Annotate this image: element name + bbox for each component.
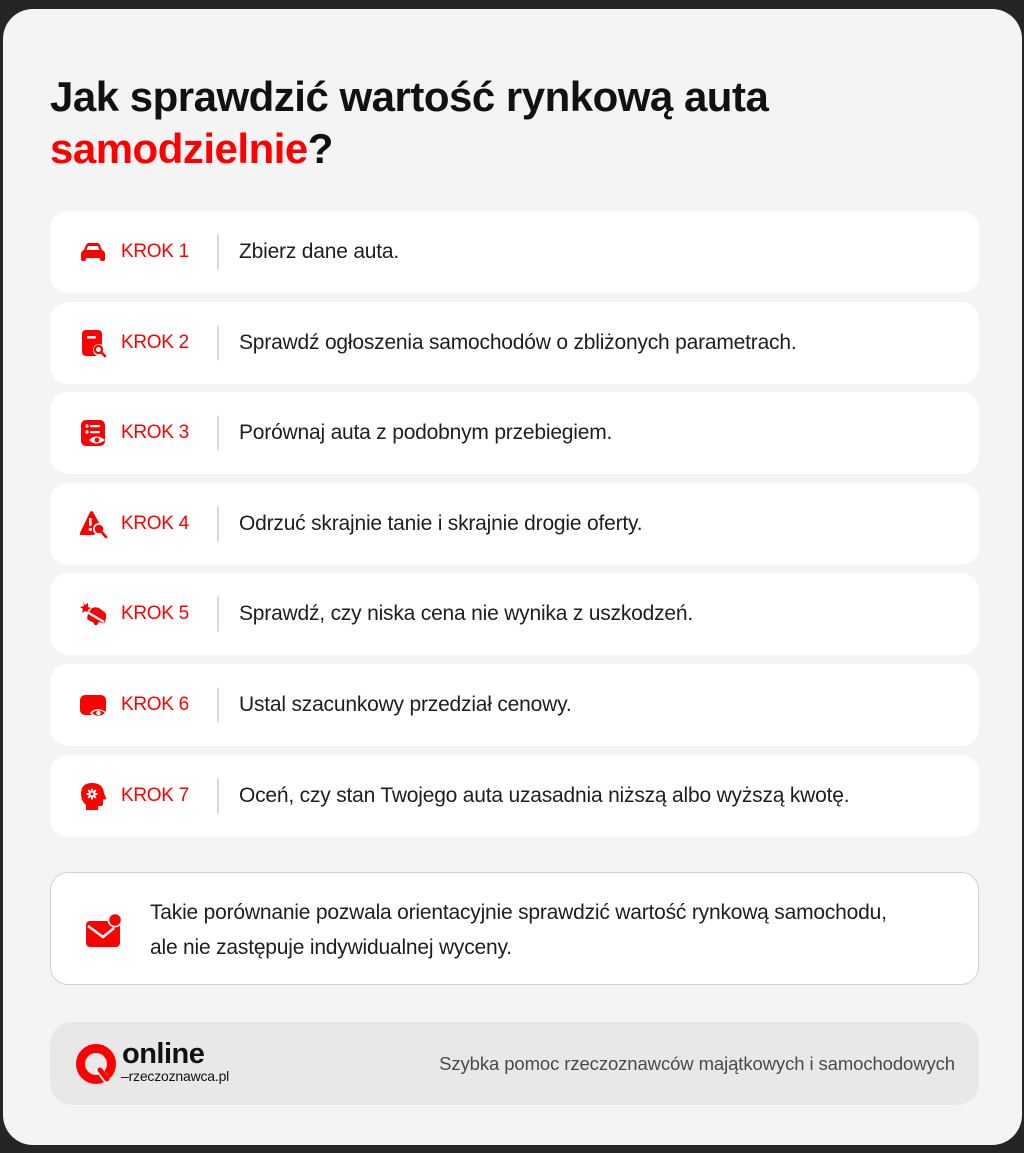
step-label: KROK 4 [121, 512, 189, 534]
info-note [50, 872, 979, 985]
divider [217, 416, 219, 451]
car-icon [77, 236, 109, 268]
title-suffix: ? [307, 125, 333, 172]
step-item-1 [50, 211, 979, 293]
title-accent: samodzielnie [50, 125, 308, 172]
step-item-6 [50, 664, 979, 746]
warning-search-icon [77, 508, 109, 540]
brand-logo[interactable] [74, 1038, 254, 1088]
document-search-icon [77, 327, 109, 359]
divider [217, 506, 219, 541]
step-text: Odrzuć skrajnie tanie i skrajnie drogie oferty. [239, 511, 643, 535]
step-label: KROK 7 [121, 784, 189, 806]
list-eye-icon [77, 417, 109, 449]
divider [217, 235, 219, 270]
step-label: KROK 5 [121, 603, 189, 625]
logo-domain: –rzeczoznawca.pl [121, 1068, 230, 1084]
divider [217, 325, 219, 360]
divider [217, 597, 219, 632]
step-label: KROK 1 [121, 241, 189, 262]
step-item-7 [50, 755, 979, 837]
divider [217, 778, 219, 813]
step-label: KROK 3 [121, 422, 189, 444]
step-label: KROK 2 [121, 331, 189, 353]
steps-list [50, 211, 979, 845]
step-item-3 [50, 392, 979, 474]
divider [217, 687, 219, 722]
footer-bar [50, 1022, 979, 1105]
card-eye-icon [77, 689, 109, 721]
logo-word: online [122, 1038, 205, 1070]
logo-q-icon [74, 1042, 120, 1088]
car-crash-icon [77, 598, 109, 630]
step-item-2 [50, 302, 979, 384]
step-item-4 [50, 483, 979, 565]
step-text: Sprawdź ogłoszenia samochodów o zbliżonych parametrach. [239, 330, 797, 354]
head-gear-icon [77, 780, 109, 812]
step-text: Zbierz dane auta. [239, 240, 400, 263]
footer-tagline: Szybka pomoc rzeczoznawców majątkowych i samochodowych [439, 1052, 955, 1074]
infographic-card [3, 9, 1022, 1145]
note-text: Takie porównanie pozwala orientacyjnie sprawdzić wartość rynkową samochodu, ale nie zastępuje indywidualnej wyceny. [150, 901, 887, 959]
step-label: KROK 6 [121, 693, 189, 715]
step-item-5 [50, 573, 979, 655]
step-text: Sprawdź, czy niska cena nie wynika z uszkodzeń. [239, 602, 693, 626]
mail-notification-icon [84, 911, 124, 951]
step-text: Porównaj auta z podobnym przebiegiem. [239, 421, 613, 445]
step-text: Ustal szacunkowy przedział cenowy. [239, 692, 572, 716]
page-title [50, 71, 768, 175]
title-line-1: Jak sprawdzić wartość rynkową auta [50, 73, 769, 120]
step-text: Oceń, czy stan Twojego auta uzasadnia niższą albo wyższą kwotę. [239, 783, 850, 807]
